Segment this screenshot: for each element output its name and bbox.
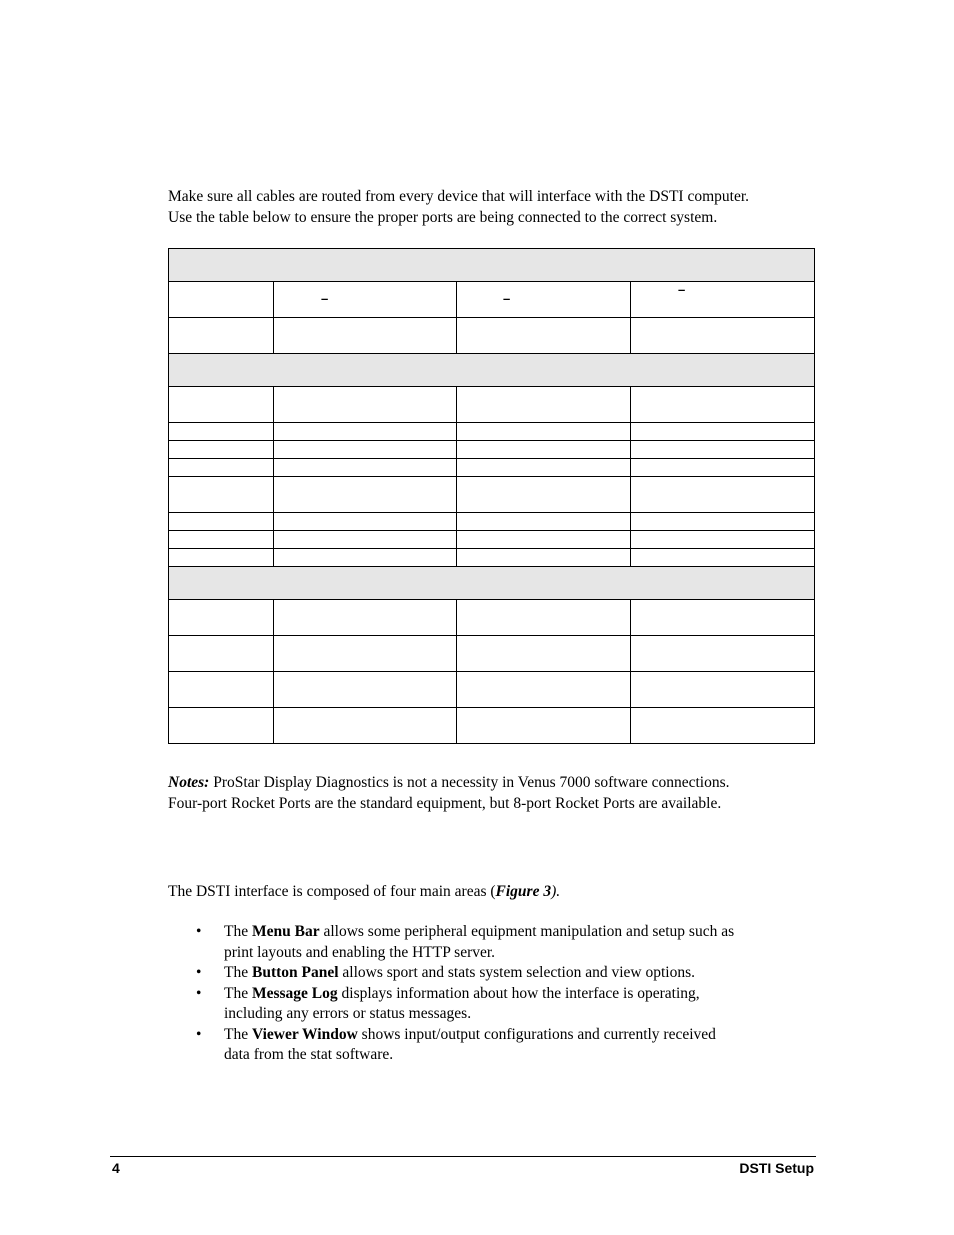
table-cell [274,531,457,549]
table-row [169,531,815,549]
table-cell [631,708,815,744]
footer-divider [110,1156,816,1157]
item-term: Viewer Window [251,1025,358,1043]
table-row [169,708,815,744]
intro-line-1: Make sure all cables are routed from every device that will interface with the DSTI computer. [168,188,750,205]
table-row [169,423,815,441]
table-cell [169,636,274,672]
item-text-line-1: allows sport and stats system selection and view options. [338,964,696,981]
table-row [169,636,815,672]
table-cell [169,354,815,387]
notes-line-1: ProStar Display Diagnostics is not a necessity in Venus 7000 software connections. [209,774,730,791]
item-text-line-2: print layouts and enabling the HTTP server. [224,943,496,961]
table-cell [274,318,457,354]
table-cell [274,387,457,423]
item-prefix: The [224,923,252,940]
table-cell [169,387,274,423]
table-cell [274,423,457,441]
table-cell [631,672,815,708]
table-cell [457,672,631,708]
table-cell [631,477,815,513]
table-cell [457,318,631,354]
table-cell [631,441,815,459]
header-mark: – [321,291,329,306]
table-cell [274,282,457,318]
table-row [169,672,815,708]
notes-line-2: Four-port Rocket Ports are the standard equipment, but 8-port Rocket Ports are available. [168,795,722,812]
table-cell [274,549,457,567]
table-group-header-row [169,354,815,387]
table-cell [631,636,815,672]
table-row [169,549,815,567]
table-cell [457,423,631,441]
table-cell [169,549,274,567]
table-cell [457,441,631,459]
table-cell [274,708,457,744]
header-mark: – [678,282,686,297]
bullet-icon: • [196,964,202,981]
item-prefix: The [224,1025,252,1043]
table-cell [457,459,631,477]
table-cell [631,531,815,549]
footer-section-title: DSTI Setup [739,1160,814,1176]
item-text-line-1: displays information about how the interface is operating, [337,984,700,1002]
bullet-icon: • [196,984,202,1002]
table-cell [169,423,274,441]
table-row [169,318,815,354]
table-cell [631,549,815,567]
page-number: 4 [112,1160,120,1176]
table-column-header-row [169,282,815,318]
item-text-line-1: allows some peripheral equipment manipulation and setup such as [319,923,735,940]
table-cell [169,459,274,477]
intro-line-2: Use the table below to ensure the proper ports are being connected to the correct system. [168,209,718,226]
table-row [169,513,815,531]
table-cell [631,459,815,477]
table-cell [457,387,631,423]
table-cell [169,531,274,549]
table-cell [457,549,631,567]
table-cell [274,672,457,708]
item-text-line-1: shows input/output configurations and currently received [357,1025,716,1043]
notes-label: Notes: [168,774,210,791]
item-term: Button Panel [251,964,339,981]
table-cell [274,477,457,513]
table-cell [631,600,815,636]
table-cell [631,513,815,531]
table-row [169,459,815,477]
bullet-icon: • [196,1025,202,1043]
table-cell [631,318,815,354]
item-text-line-2: including any errors or status messages. [224,1005,472,1022]
port-connection-table [168,248,814,744]
item-prefix: The [224,964,252,981]
interface-intro-end: ). [551,883,561,900]
interface-intro-text: The DSTI interface is composed of four main areas ( [168,883,496,900]
item-text-line-2: data from the stat software. [224,1046,394,1063]
table-cell [457,282,631,318]
table-row [169,600,815,636]
table-cell [274,636,457,672]
table-group-header-row [169,567,815,600]
list-item [168,1025,808,1066]
item-term: Message Log [251,984,338,1002]
item-term: Menu Bar [251,923,320,940]
table-row [169,441,815,459]
table-row [169,477,815,513]
figure-reference: Figure 3 [495,883,552,900]
table-group-header-row [169,249,815,282]
table-cell [274,600,457,636]
table-cell [169,249,815,282]
table-cell [169,708,274,744]
list-item [168,922,808,963]
bullet-icon: • [196,923,202,940]
table-row [169,387,815,423]
table-cell [169,477,274,513]
table-cell [274,513,457,531]
table-cell [169,672,274,708]
header-mark: – [503,291,511,306]
table-cell [169,567,815,600]
interface-intro-paragraph [168,881,818,902]
item-prefix: The [224,984,252,1002]
list-item [168,963,808,984]
table-cell [169,282,274,318]
table-cell [274,459,457,477]
table-cell [169,318,274,354]
table-cell [457,636,631,672]
table-cell [457,708,631,744]
interface-areas-list [168,922,808,1066]
table-cell [631,423,815,441]
intro-paragraph [168,186,818,228]
table-cell [169,513,274,531]
table-cell [274,441,457,459]
table-cell [631,387,815,423]
table-cell [457,513,631,531]
table-cell [457,531,631,549]
table-cell [169,441,274,459]
table-cell [457,477,631,513]
list-item [168,984,808,1025]
table-cell [631,282,815,318]
table-cell [457,600,631,636]
table-cell [169,600,274,636]
notes-paragraph [168,772,818,814]
